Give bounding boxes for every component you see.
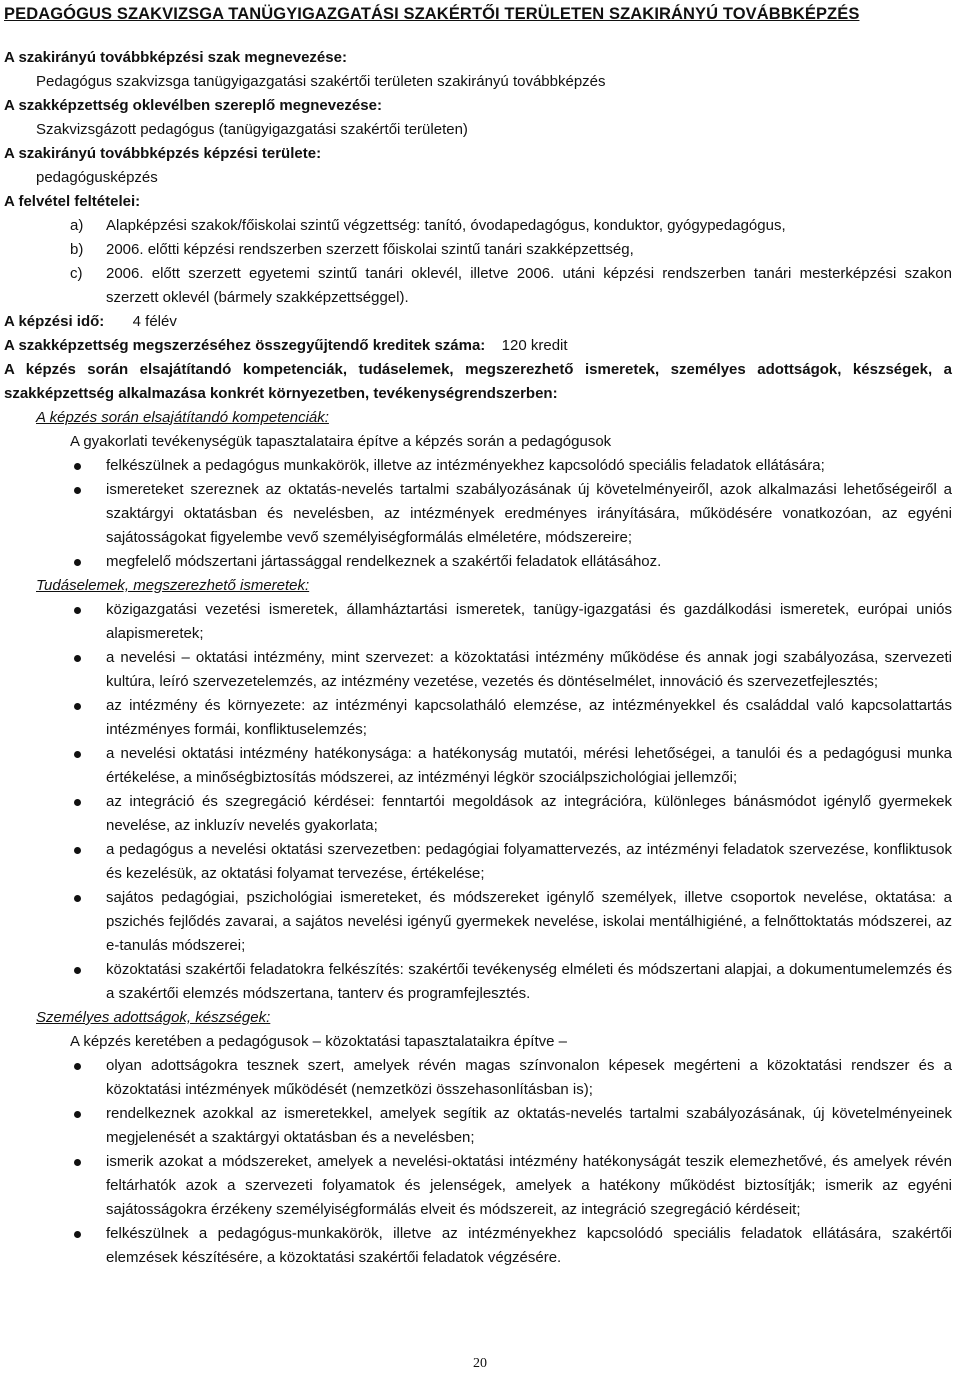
list-item: közoktatási szakértői feladatokra felkészítés: szakértői tevékenység elméleti és módszertani alapjai, a dokumentumelemzés és a szakértői elemzés módszertana, tanterv és programfejlesztés. [4, 958, 952, 1006]
admission-item [4, 262, 952, 310]
admission-item [4, 238, 952, 262]
admission-item [4, 214, 952, 238]
bullet-icon [4, 478, 106, 550]
bullet-icon [4, 454, 106, 478]
personal-list [4, 1054, 952, 1270]
duration-label: A képzési idő: [4, 313, 105, 330]
list-item: rendelkeznek azokkal az ismeretekkel, amelyek segítik az oktatás-nevelés tartalmi szabályozásának, új követelményeinek megjelenését a szaktárgyi oktatásban és a nevelésben; [4, 1102, 952, 1150]
list-item: a pedagógus a nevelési oktatási szervezetben: pedagógiai folyamattervezés, az intézményi feladatok szervezése, konfliktusok és kezelésük, az oktatási folyamat tervezése, értékelése; [4, 838, 952, 886]
competencies-list [4, 454, 952, 574]
bullet-icon [4, 1054, 106, 1102]
cert-value: Szakvizsgázott pedagógus (tanügyigazgatási szakértői területen) [36, 121, 468, 138]
credits-label: A szakképzettség megszerzéséhez összegyűjtendő kreditek száma: [4, 337, 486, 354]
list-item: felkészülnek a pedagógus-munkakörök, illetve az intézményekhez kapcsolódó speciális feladatok ellátására, szakértői elemzések készítésére, a közoktatási szakértői feladatok végzésére. [4, 1222, 952, 1270]
name-value: Pedagógus szakvizsga tanügyigazgatási szakértői területen szakirányú továbbképzés [36, 73, 606, 90]
page-number: 20 [473, 1356, 487, 1371]
document-body [4, 46, 952, 1270]
personal-section-title: Személyes adottságok, készségek: [36, 1009, 271, 1026]
admission-label: A felvétel feltételei: [4, 193, 141, 210]
list-item: felkészülnek a pedagógus munkakörök, illetve az intézményekhez kapcsolódó speciális feladatok ellátására; [4, 454, 952, 478]
competence-heading: A képzés során elsajátítandó kompetenciák, tudáselemek, megszerezhető ismeretek, személyes adottságok, készségek, a szakképzettség alkalmazása konkrét környezetben, tevékenységrendszerben: [4, 361, 952, 402]
knowledge-section-title: Tudáselemek, megszerezhető ismeretek: [36, 577, 310, 594]
list-item: megfelelő módszertani jártassággal rendelkeznek a szakértői feladatok ellátásához. [4, 550, 952, 574]
list-item: sajátos pedagógiai, pszichológiai ismereteket, és módszereket igénylő személyek, illetve csoportok nevelése, oktatása: a pszichés fejlődés zavarai, a sajátos nevelési igényű gyermekek nevelése, iskolai mentálhigiéné, a felnőttoktatás módszerei, az e-tanulás módszerei; [4, 886, 952, 958]
list-item: az integráció és szegregáció kérdései: fenntartói megoldások az integrációra, különleges bánásmódot igénylő gyermekek nevelése, az inkluzív nevelés gyakorlata; [4, 790, 952, 838]
list-item: közigazgatási vezetési ismeretek, államháztartási ismeretek, tanügy-igazgatási és gazdálkodási ismeretek, európai uniós alapismeretek; [4, 598, 952, 646]
admission-marker: c) [70, 265, 83, 282]
bullet-icon [4, 1150, 106, 1222]
bullet-icon [4, 886, 106, 958]
list-item: a nevelési – oktatási intézmény, mint szervezet: a közoktatási intézmény működése és annak jogi szabályozása, szervezeti kultúra, leíró szervezetelemzés, az intézmény vezetése, vezetés és döntéselmélet, innováció és szervezetfejlesztés; [4, 646, 952, 694]
admission-text: 2006. előtt szerzett egyetemi szintű tanári oklevél, illetve 2006. utáni képzési rendszerben tanári mesterképzési szakon szerzett oklevél (bármely szakképzettséggel). [106, 265, 952, 306]
cert-label: A szakképzettség oklevélben szereplő megnevezése: [4, 97, 382, 114]
list-item: olyan adottságokra tesznek szert, amelyek révén magas színvonalon képesek megérteni a közoktatási rendszer és a közoktatási intézmények működését (nemzetközi összehasonlításban is); [4, 1054, 952, 1102]
bullet-icon [4, 646, 106, 694]
bullet-icon [4, 598, 106, 646]
admission-text: 2006. előtti képzési rendszerben szerzett főiskolai szintű tanári szakképzettség, [106, 241, 634, 258]
list-item: ismerik azokat a módszereket, amelyek a nevelési-oktatási intézmény hatékonyságát teszik elemezhetővé, és amelyek révén feltárhatók azok a szervezeti folyamatok és jelenségek, amelyek a hatékony működést biztosítják; ismerik az egyéni sajátosságokra érzékeny személyiségformálás elveit és módszereit, az integráció szegregáció kérdéseit; [4, 1150, 952, 1222]
admission-marker: b) [70, 241, 84, 258]
bullet-icon [4, 838, 106, 886]
list-item: az intézmény és környezete: az intézményi kapcsolatháló elemzése, az intézményekkel és családdal való kapcsolattartás intézményes formái, konfliktuselemzés; [4, 694, 952, 742]
admission-marker: a) [70, 217, 84, 234]
area-label: A szakirányú továbbképzés képzési területe: [4, 145, 322, 162]
document-title: PEDAGÓGUS SZAKVIZSGA TANÜGYIGAZGATÁSI SZAKÉRTŐI TERÜLETEN SZAKIRÁNYÚ TOVÁBBKÉPZÉS [4, 5, 860, 23]
competencies-intro: A gyakorlati tevékenységük tapasztalataira építve a képzés során a pedagógusok [70, 433, 612, 450]
admission-text: Alapképzési szakok/főiskolai szintű végzettség: tanító, óvodapedagógus, konduktor, gyógypedagógus, [106, 217, 786, 234]
list-item: ismereteket szereznek az oktatás-nevelés tartalmi szabályozásának új követelményeiről, azok alkalmazási lehetőségeiről a szaktárgyi oktatásban és nevelésben, az intézmények eredményes irányítására, működésére vonatkozóan, az egyéni sajátosságokat figyelembe vevő személyiségformálás elméletére, módszereire; [4, 478, 952, 550]
personal-intro: A képzés keretében a pedagógusok – közoktatási tapasztalataikra építve – [70, 1033, 567, 1050]
bullet-icon [4, 958, 106, 1006]
competencies-section-title: A képzés során elsajátítandó kompetenciák: [36, 409, 329, 426]
duration-value: 4 félév [132, 313, 177, 330]
bullet-icon [4, 1102, 106, 1150]
credits-value: 120 kredit [501, 337, 568, 354]
name-label: A szakirányú továbbképzési szak megnevezése: [4, 49, 347, 66]
bullet-icon [4, 550, 106, 574]
bullet-icon [4, 742, 106, 790]
credits-row [4, 334, 952, 358]
bullet-icon [4, 790, 106, 838]
list-item: a nevelési oktatási intézmény hatékonysága: a hatékonyság mutatói, mérési lehetőségei, a tanulói és a pedagógusi munka értékelése, a minőségbiztosítás módszerei, az intézményi légkör szociálpszichológiai jellemzői; [4, 742, 952, 790]
bullet-icon [4, 694, 106, 742]
area-value: pedagógusképzés [36, 169, 158, 186]
knowledge-list [4, 598, 952, 1006]
duration-row [4, 310, 952, 334]
bullet-icon [4, 1222, 106, 1270]
